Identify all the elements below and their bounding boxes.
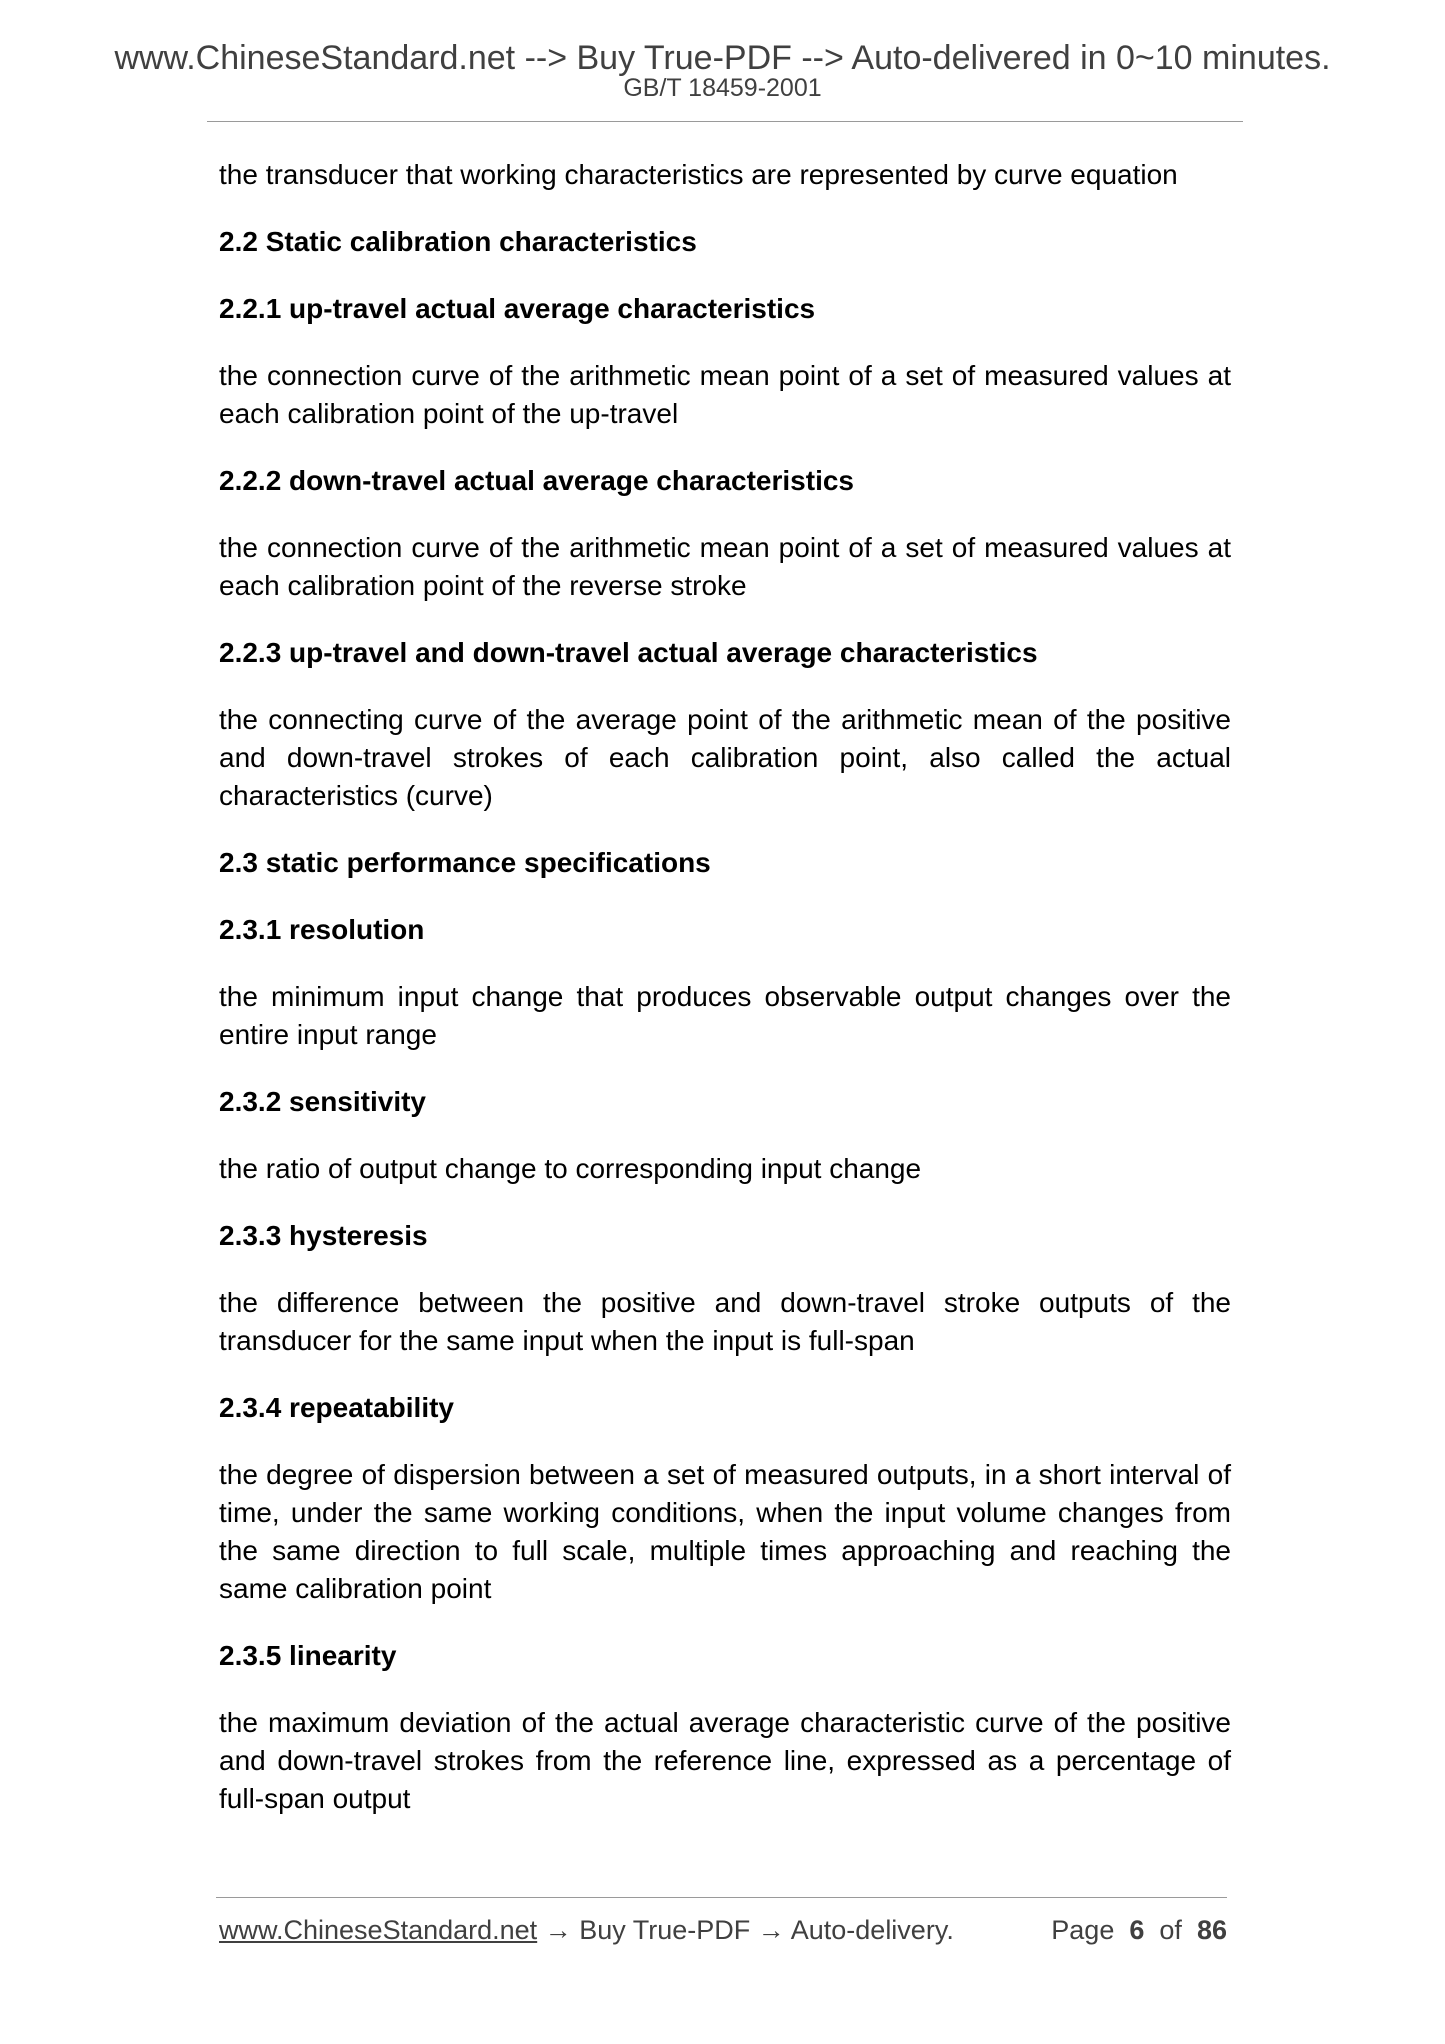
- of-label: of: [1159, 1915, 1182, 1945]
- section-heading: 2.2 Static calibration characteristics: [219, 226, 697, 257]
- footer-tagline: → Buy True-PDF → Auto-delivery.: [537, 1915, 954, 1945]
- page-footer: [219, 1913, 1227, 1947]
- section-heading: 2.3.1 resolution: [219, 914, 425, 945]
- page-number: 6: [1129, 1915, 1145, 1945]
- footer-divider: [216, 1897, 1227, 1898]
- section-heading: 2.2.3 up-travel and down-travel actual average characteristics: [219, 637, 1038, 668]
- paragraph: the minimum input change that produces observable output changes over the entire input range: [219, 981, 1231, 1050]
- paragraph: the difference between the positive and down-travel stroke outputs of the transducer for the same input when the input is full-span: [219, 1287, 1231, 1356]
- total-pages: 86: [1196, 1915, 1227, 1945]
- paragraph: the degree of dispersion between a set of measured outputs, in a short interval of time, under the same working conditions, when the input volume changes from the same direction to full scale, multiple times approaching and reaching the same calibration point: [219, 1459, 1231, 1604]
- section-heading: 2.3.2 sensitivity: [219, 1086, 427, 1117]
- section-heading: 2.3.5 linearity: [219, 1640, 397, 1671]
- section-heading: 2.3.4 repeatability: [219, 1392, 455, 1423]
- site-banner: www.ChineseStandard.net --> Buy True-PDF --> Auto-delivered in 0~10 minutes.: [114, 39, 1331, 77]
- document-body: [219, 156, 1231, 1847]
- section-heading: 2.2.1 up-travel actual average characteristics: [219, 293, 816, 324]
- page-label: Page: [1051, 1915, 1115, 1945]
- header-divider: [207, 121, 1243, 122]
- page-counter: [1051, 1913, 1227, 1947]
- paragraph: the connecting curve of the average point of the arithmetic mean of the positive and down-travel strokes of each calibration point, also called the actual characteristics (curve): [219, 704, 1231, 811]
- paragraph: the connection curve of the arithmetic mean point of a set of measured values at each calibration point of the reverse stroke: [219, 532, 1231, 601]
- footer-site-link[interactable]: www.ChineseStandard.net: [219, 1915, 538, 1945]
- section-heading: 2.3 static performance specifications: [219, 847, 711, 878]
- paragraph: the transducer that working characteristics are represented by curve equation: [219, 159, 1178, 190]
- paragraph: the maximum deviation of the actual average characteristic curve of the positive and down-travel strokes from the reference line, expressed as a percentage of full-span output: [219, 1707, 1231, 1814]
- section-heading: 2.2.2 down-travel actual average characteristics: [219, 465, 854, 496]
- paragraph: the ratio of output change to corresponding input change: [219, 1153, 922, 1184]
- paragraph: the connection curve of the arithmetic mean point of a set of measured values at each calibration point of the up-travel: [219, 360, 1231, 429]
- standard-number: GB/T 18459-2001: [623, 74, 822, 102]
- section-heading: 2.3.3 hysteresis: [219, 1220, 428, 1251]
